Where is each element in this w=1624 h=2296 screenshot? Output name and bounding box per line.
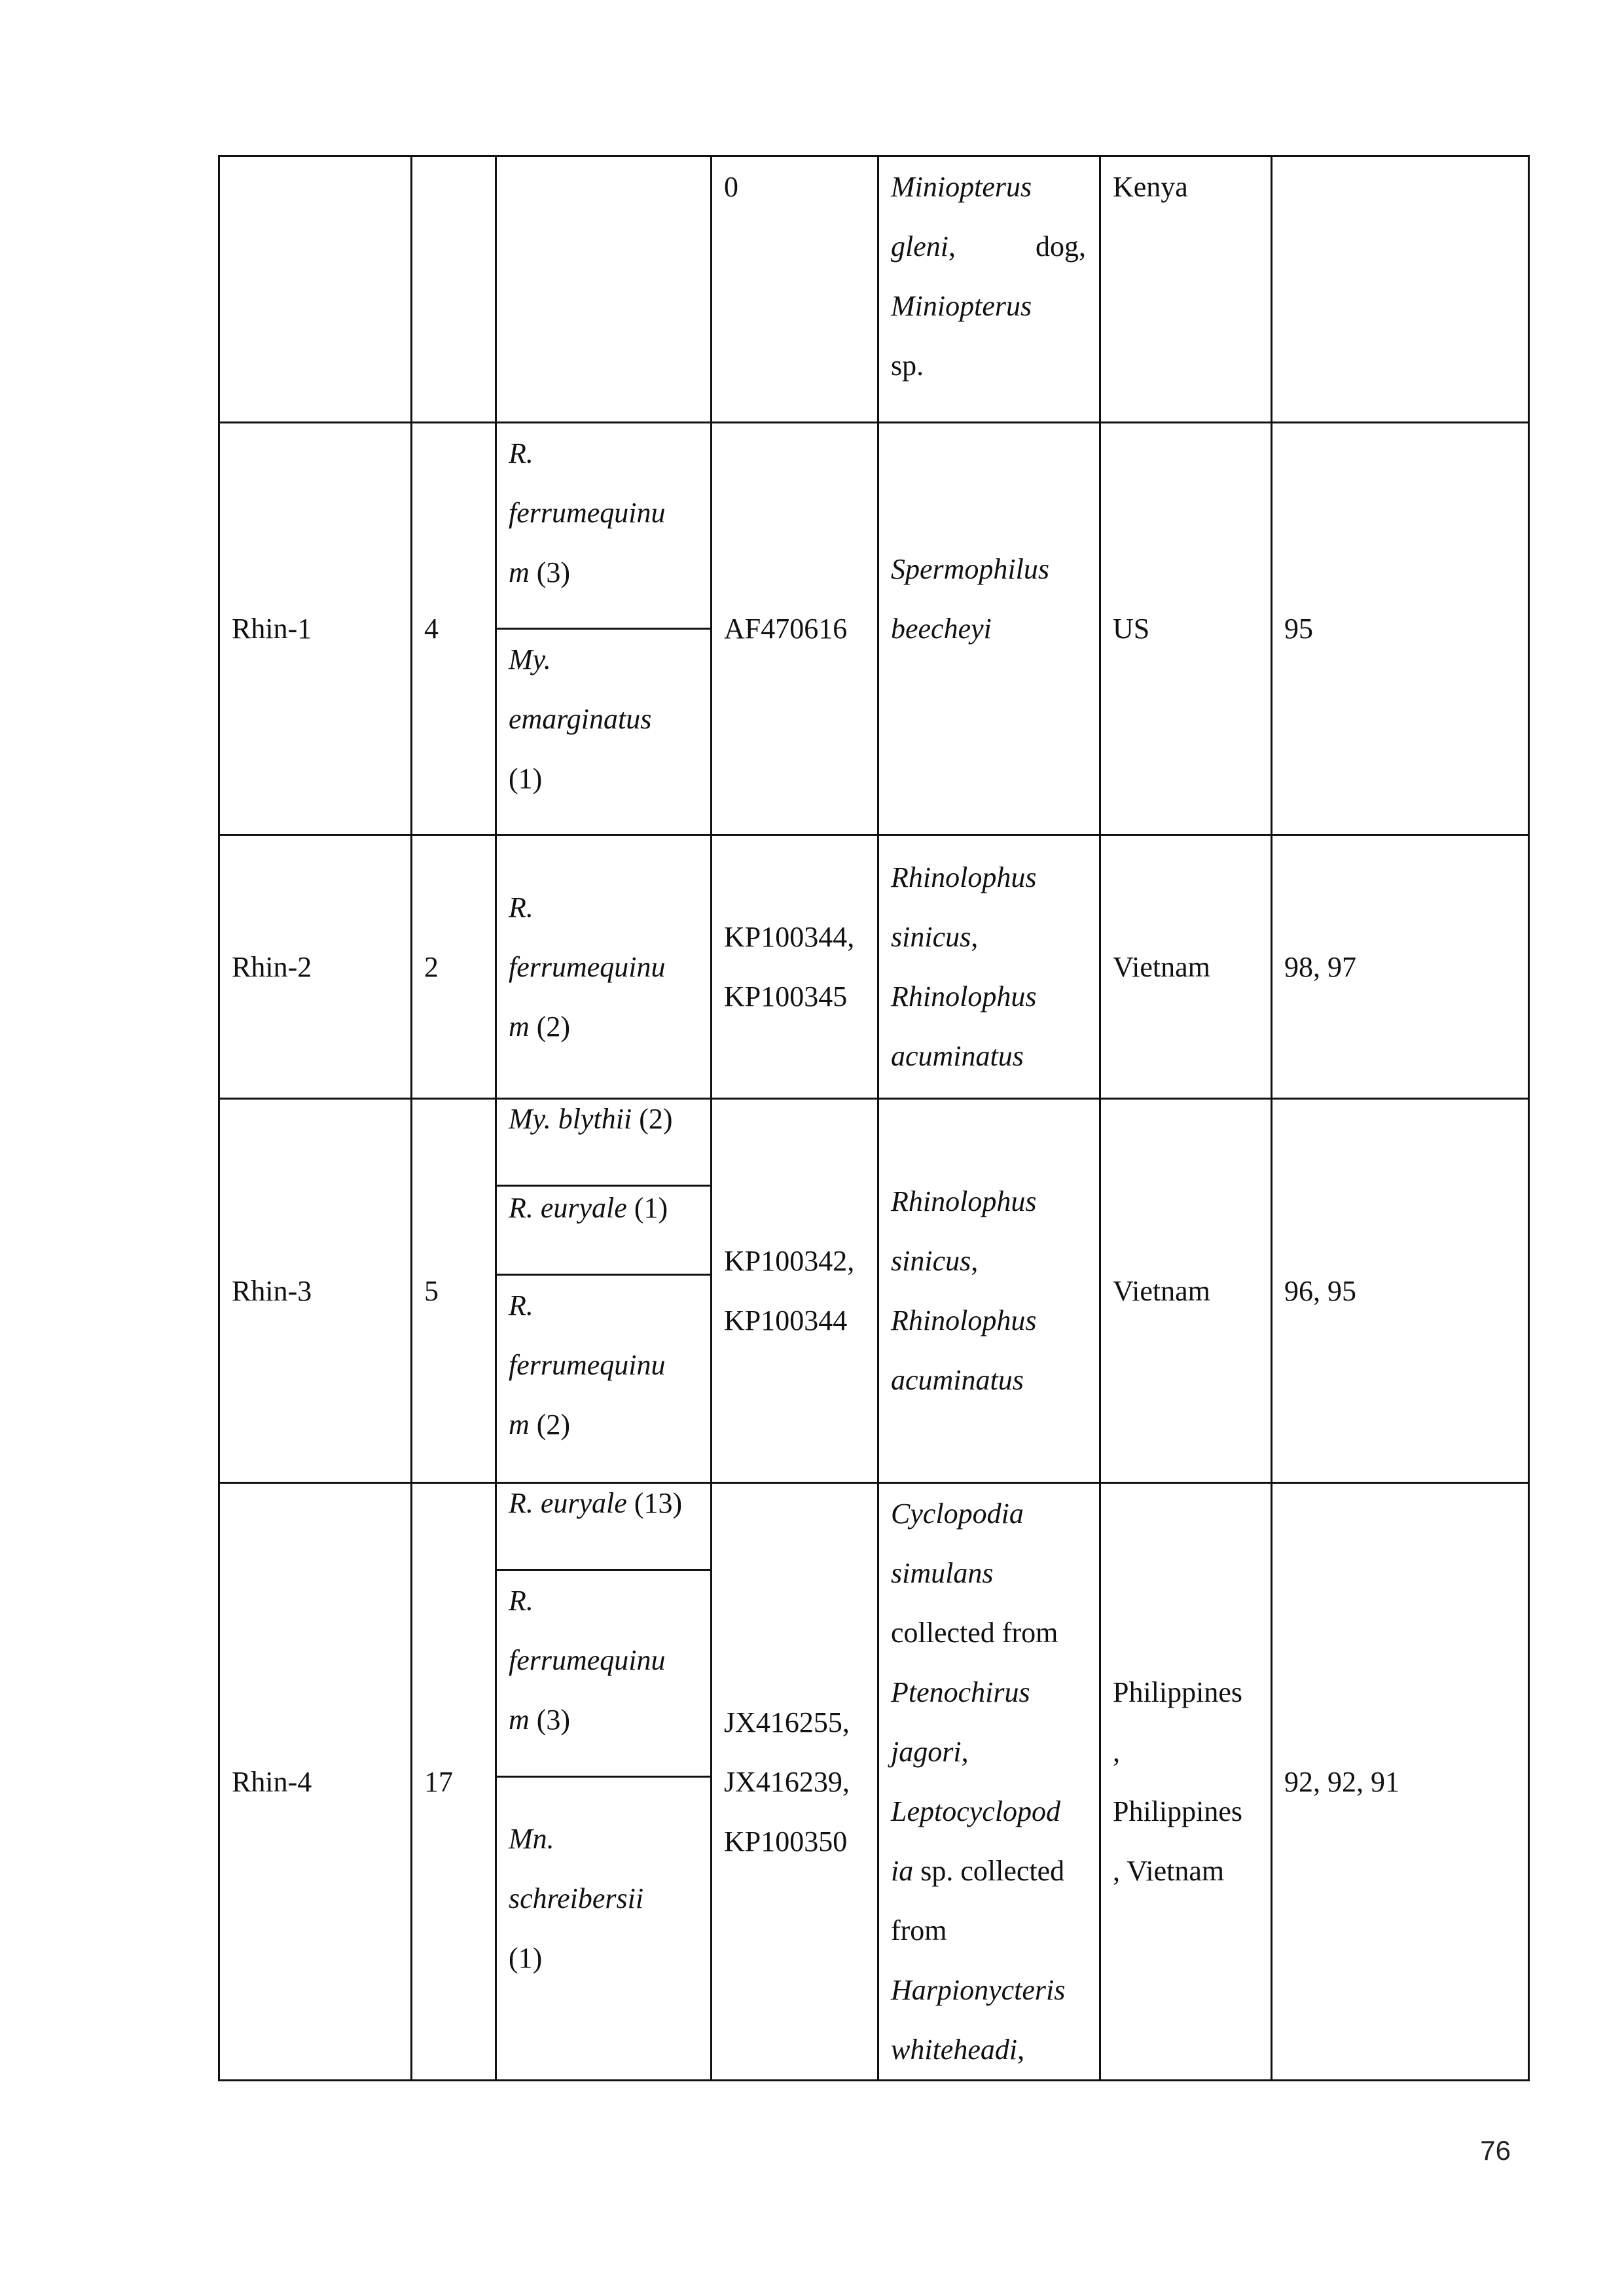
- cell-species: Mn. schreibersii (1): [496, 1776, 712, 2080]
- cell-identity: 96, 95: [1272, 1099, 1529, 1483]
- virus-table: [218, 155, 1530, 2081]
- cell-count: 17: [412, 1483, 496, 2081]
- cell-identity: [1272, 156, 1529, 423]
- cell-host: Rhinolophus sinicus, Rhinolophus acuminatus: [878, 1099, 1100, 1483]
- cell-host: Rhinolophus sinicus, Rhinolophus acuminatus: [878, 835, 1100, 1099]
- cell-identity: 95: [1272, 423, 1529, 835]
- table-row: [219, 835, 1529, 1099]
- cell-count: 4: [412, 423, 496, 835]
- cell-country: Vietnam: [1100, 835, 1272, 1099]
- cell-name: [219, 156, 412, 423]
- cell-species: R. euryale (13): [496, 1483, 712, 1570]
- cell-name: Rhin-3: [219, 1099, 412, 1483]
- cell-species: R. ferrumequinu m (2): [496, 835, 712, 1099]
- cell-name: Rhin-1: [219, 423, 412, 835]
- cell-accession: AF470616: [712, 423, 878, 835]
- table-row: [219, 156, 1529, 423]
- cell-country: Vietnam: [1100, 1099, 1272, 1483]
- cell-accession: KP100344, KP100345: [712, 835, 878, 1099]
- cell-species: R. ferrumequinu m (2): [496, 1275, 712, 1483]
- cell-country: Kenya: [1100, 156, 1272, 423]
- cell-count: [412, 156, 496, 423]
- table-row: [219, 423, 1529, 629]
- cell-country: Philippines , Philippines , Vietnam: [1100, 1483, 1272, 2081]
- table-row: [219, 1483, 1529, 1570]
- cell-identity: 92, 92, 91: [1272, 1483, 1529, 2081]
- cell-species: My. emarginatus (1): [496, 629, 712, 835]
- cell-species: [496, 156, 712, 423]
- cell-species: R. euryale (1): [496, 1186, 712, 1275]
- cell-host: Miniopterus gleni, dog, Miniopterus sp.: [878, 156, 1100, 423]
- cell-identity: 98, 97: [1272, 835, 1529, 1099]
- cell-species: My. blythii (2): [496, 1099, 712, 1186]
- cell-species: R. ferrumequinu m (3): [496, 1570, 712, 1777]
- page-number: 76: [1480, 2135, 1511, 2166]
- cell-accession: JX416255, JX416239, KP100350: [712, 1483, 878, 2081]
- cell-host: Spermophilus beecheyi: [878, 423, 1100, 835]
- cell-accession: 0: [712, 156, 878, 423]
- cell-accession: KP100342, KP100344: [712, 1099, 878, 1483]
- cell-country: US: [1100, 423, 1272, 835]
- cell-host: Cyclopodia simulans collected from Ptenochirus jagori, Leptocyclopod ia sp. collected from Harpionycteris whiteheadi,: [878, 1483, 1100, 2081]
- cell-name: Rhin-4: [219, 1483, 412, 2081]
- host-collected-line: collected from: [891, 1617, 1058, 1649]
- cell-count: 5: [412, 1099, 496, 1483]
- table-row: [219, 1099, 1529, 1186]
- cell-name: Rhin-2: [219, 835, 412, 1099]
- cell-count: 2: [412, 835, 496, 1099]
- cell-species: R. ferrumequinu m (3): [496, 423, 712, 629]
